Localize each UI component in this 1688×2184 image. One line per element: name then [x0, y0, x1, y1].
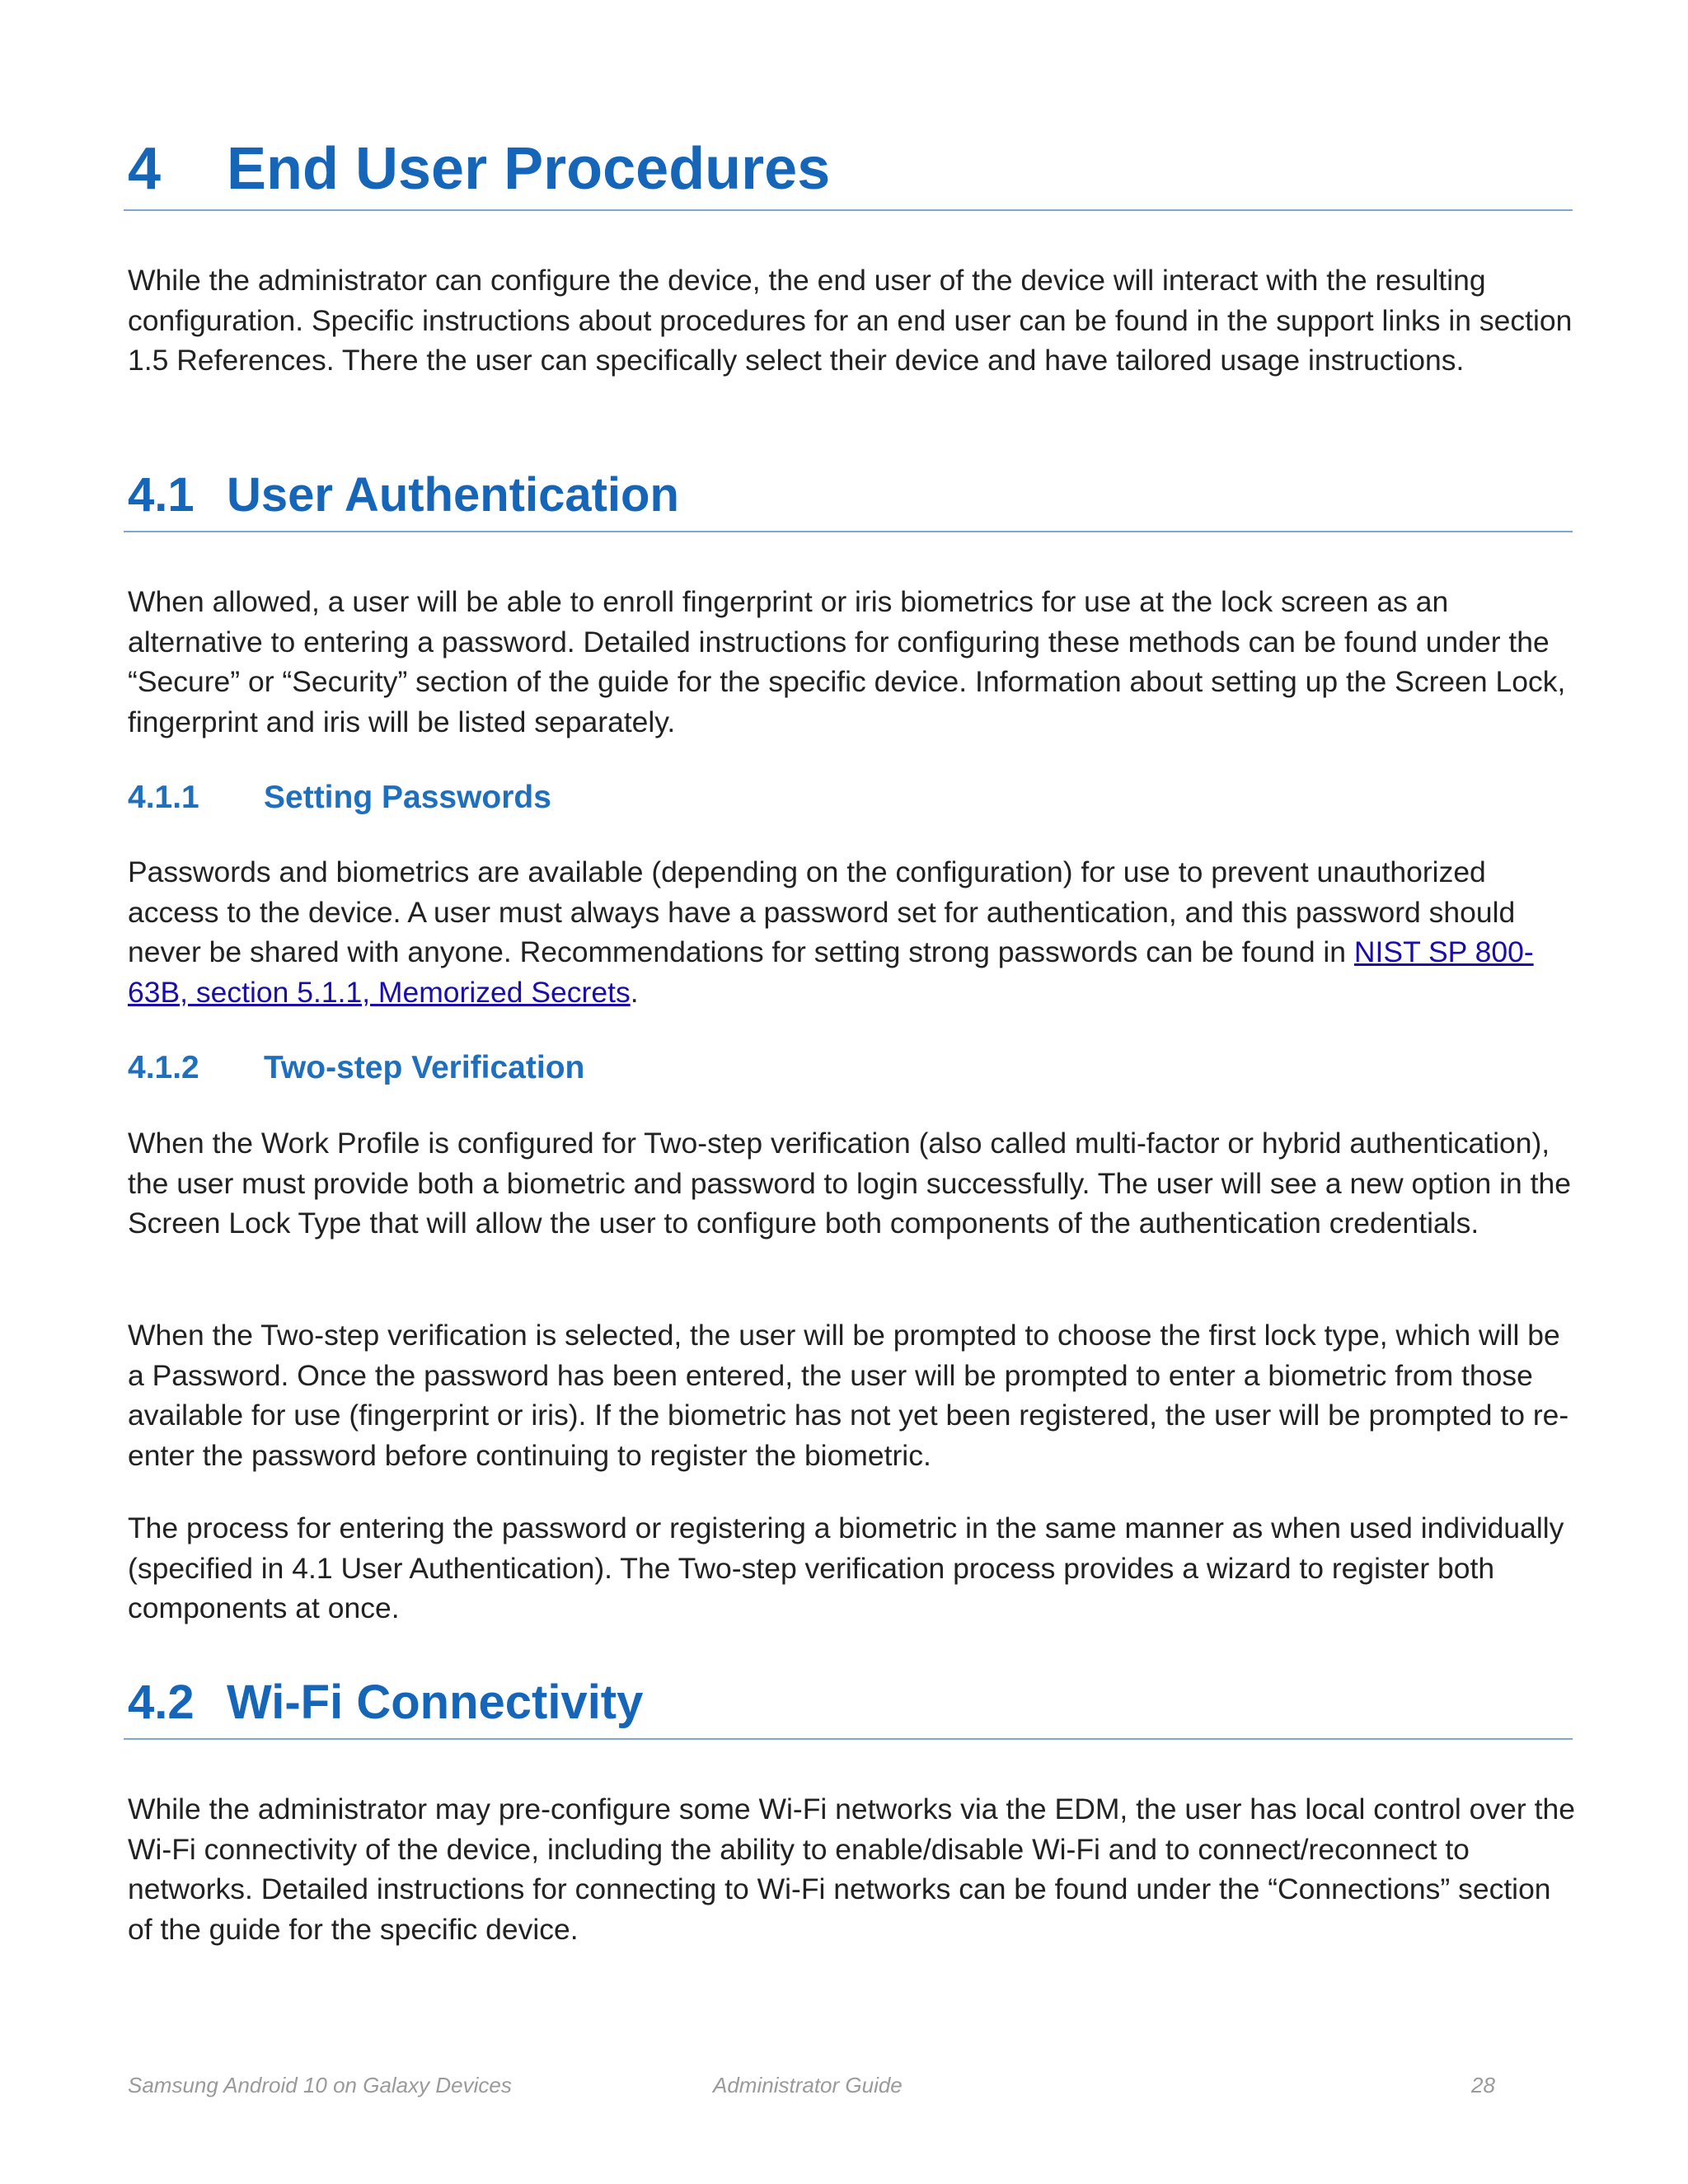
heading-number: 4.1.1 [128, 780, 199, 815]
heading-rule [124, 209, 1573, 211]
nist-sp-800-63b-link[interactable]: NIST SP 800-63B, section 5.1.1, Memorized Secrets [128, 935, 1534, 1009]
paragraph-section-4: While the administrator can configure the device, the end user of the device will interact with the resulting configuration. Specific instructions about procedures for an end user can be found in the support links in section 1.5 References. There the user can specifically select their device and have tailored usage instructions. [128, 264, 1573, 377]
paragraph-text: Passwords and biometrics are available (depending on the configuration) for use to prevent unauthorized access to the device. A user must always have a password set for authentication, and this password should never be shared with anyone. Recommendations for setting strong passwords can be found in [128, 855, 1516, 968]
footer-product: Samsung Android 10 on Galaxy Devices [128, 2073, 512, 2097]
heading-section-4-2 [128, 1673, 1570, 1732]
heading-number: 4.2 [128, 1675, 195, 1729]
footer-page-number: 28 [1471, 2073, 1495, 2097]
heading-rule [124, 1738, 1573, 1740]
paragraph-text-end: . [630, 975, 639, 1009]
heading-section-4-1-2 [128, 1047, 1570, 1089]
heading-rule [124, 531, 1573, 532]
heading-number: 4.1 [128, 468, 195, 522]
paragraph-section-4-1: When allowed, a user will be able to enroll fingerprint or iris biometrics for use at the lock screen as an alternative to entering a password. Detailed instructions for configuring these methods can be found under the “Secure” or “Security” section of the guide for the specific device. Information about setting up the Screen Lock, fingerprint and iris will be listed separately. [128, 585, 1566, 738]
paragraph-section-4-1-2-third: The process for entering the password or registering a biometric in the same manner as when used individually (specified in 4.1 User Authentication). The Two-step verification process provides a wizard to register both components at once. [128, 1511, 1564, 1624]
heading-title: End User Procedures [227, 136, 831, 202]
heading-number: 4.1.2 [128, 1050, 199, 1085]
footer-document: Administrator Guide [713, 2073, 903, 2097]
paragraph-section-4-1-2-first: When the Work Profile is configured for Two-step verification (also called multi-factor or hybrid authentication), the user must provide both a biometric and password to login successfully. The user will see a new option in the Screen Lock Type that will allow the user to configure both components of the authentication credentials. [128, 1127, 1571, 1240]
paragraph-section-4-1-1 [128, 852, 1582, 1012]
heading-section-4 [128, 132, 1570, 206]
paragraph-section-4-1-2-second: When the Two-step verification is selected, the user will be prompted to choose the first lock type, which will be a Password. Once the password has been entered, the user will be prompted to enter a biometric from those available for use (fingerprint or iris). If the biometric has not yet been registered, the user will be prompted to re-enter the password before continuing to register the biometric. [128, 1319, 1569, 1472]
heading-title: Two-step Verification [264, 1050, 585, 1085]
heading-section-4-1-1 [128, 777, 1570, 818]
heading-title: Setting Passwords [264, 780, 551, 815]
heading-section-4-1 [128, 466, 1570, 525]
heading-title: Wi-Fi Connectivity [227, 1675, 644, 1729]
paragraph-section-4-2: While the administrator may pre-configure some Wi-Fi networks via the EDM, the user has local control over the Wi-Fi connectivity of the device, including the ability to enable/disable Wi-Fi and to connect/reconnect to networks. Detailed instructions for connecting to Wi-Fi networks can be found under the “Connections” section of the guide for the specific device. [128, 1793, 1575, 1946]
heading-title: User Authentication [227, 468, 679, 522]
heading-number: 4 [128, 136, 162, 202]
